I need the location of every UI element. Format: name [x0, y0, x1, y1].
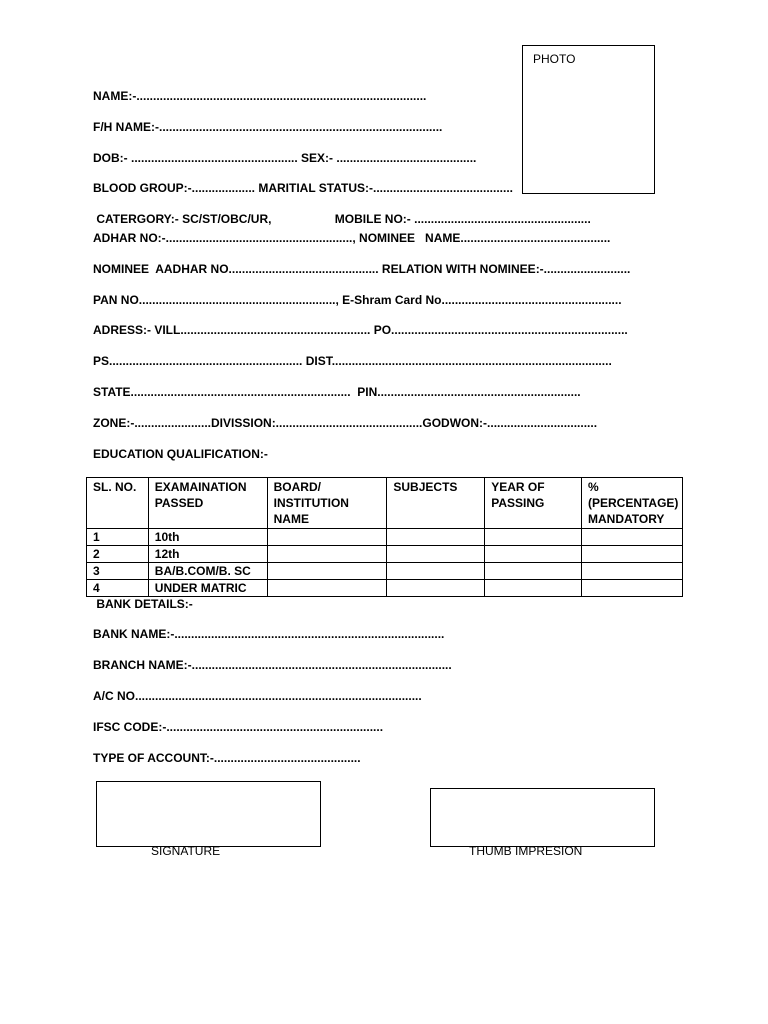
- education-heading: EDUCATION QUALIFICATION:-: [93, 447, 268, 461]
- state-pin-line: STATE.................................................................. PIN.............................................................: [93, 385, 581, 399]
- signature-box[interactable]: [96, 781, 321, 847]
- fh-name-line: F/H NAME:-.....................................................................................: [93, 120, 443, 134]
- thumb-impression-label: THUMB IMPRESION: [469, 844, 583, 858]
- photo-label: PHOTO: [533, 52, 576, 66]
- cell-exam: UNDER MATRIC: [148, 580, 267, 597]
- cell-subjects[interactable]: [387, 580, 485, 597]
- cell-sl: 2: [87, 546, 149, 563]
- cell-year[interactable]: [485, 529, 582, 546]
- cell-percentage[interactable]: [581, 563, 682, 580]
- cell-sl: 3: [87, 563, 149, 580]
- col-board-institution: BOARD/ INSTITUTION NAME: [267, 478, 387, 529]
- cell-subjects[interactable]: [387, 563, 485, 580]
- cell-exam: 10th: [148, 529, 267, 546]
- education-table: [86, 477, 683, 597]
- col-percentage: % (PERCENTAGE) MANDATORY: [581, 478, 682, 529]
- thumb-impression-box[interactable]: [430, 788, 655, 847]
- branch-name-line: BRANCH NAME:-..............................................................................: [93, 658, 452, 672]
- cell-exam: BA/B.COM/B. SC: [148, 563, 267, 580]
- bank-name-line: BANK NAME:-.................................................................................: [93, 627, 445, 641]
- cell-percentage[interactable]: [581, 529, 682, 546]
- cell-year[interactable]: [485, 546, 582, 563]
- account-type-line: TYPE OF ACCOUNT:-............................................: [93, 751, 361, 765]
- category-mobile-line: CATERGORY:- SC/ST/OBC/UR, MOBILE NO:- .....................................................: [93, 212, 591, 226]
- cell-sl: 1: [87, 529, 149, 546]
- signature-label: SIGNATURE: [151, 844, 221, 858]
- cell-board[interactable]: [267, 546, 387, 563]
- cell-board[interactable]: [267, 563, 387, 580]
- bank-details-heading: BANK DETAILS:-: [93, 597, 193, 611]
- cell-exam: 12th: [148, 546, 267, 563]
- ifsc-line: IFSC CODE:-.................................................................: [93, 720, 384, 734]
- cell-board[interactable]: [267, 529, 387, 546]
- address-po-line: ADRESS:- VILL......................................................... PO.......................................................................: [93, 323, 628, 337]
- col-exam-passed: EXAMAINATION PASSED: [148, 478, 267, 529]
- pan-eshram-line: PAN NO..........................................................., E-Shram Card No......................................................: [93, 293, 622, 307]
- cell-board[interactable]: [267, 580, 387, 597]
- cell-percentage[interactable]: [581, 546, 682, 563]
- table-row: [87, 580, 683, 597]
- col-sl-no: SL. NO.: [87, 478, 149, 529]
- cell-sl: 4: [87, 580, 149, 597]
- cell-year[interactable]: [485, 580, 582, 597]
- col-year-of-passing: YEAR OF PASSING: [485, 478, 582, 529]
- name-line: NAME:-.......................................................................................: [93, 89, 427, 103]
- photo-box: [522, 45, 655, 194]
- col-subjects: SUBJECTS: [387, 478, 485, 529]
- nominee-aadhar-relation-line: NOMINEE AADHAR NO............................................. RELATION WITH NOMINEE:-..........................: [93, 262, 631, 276]
- zone-division-godown-line: ZONE:-.......................DIVISSION:............................................GODWON:-.................................: [93, 416, 598, 430]
- adhar-nominee-line: ADHAR NO:-........................................................, NOMINEE NAME.............................................: [93, 231, 611, 245]
- table-header-row: [87, 478, 683, 529]
- cell-year[interactable]: [485, 563, 582, 580]
- cell-subjects[interactable]: [387, 546, 485, 563]
- blood-marital-line: BLOOD GROUP:-................... MARITIAL STATUS:-..........................................: [93, 181, 514, 195]
- table-row: [87, 563, 683, 580]
- ac-no-line: A/C NO......................................................................................: [93, 689, 422, 703]
- table-row: [87, 529, 683, 546]
- dob-sex-line: DOB:- .................................................. SEX:- ..........................................: [93, 151, 477, 165]
- table-row: [87, 546, 683, 563]
- cell-subjects[interactable]: [387, 529, 485, 546]
- cell-percentage[interactable]: [581, 580, 682, 597]
- ps-dist-line: PS.......................................................... DIST....................................................................................: [93, 354, 612, 368]
